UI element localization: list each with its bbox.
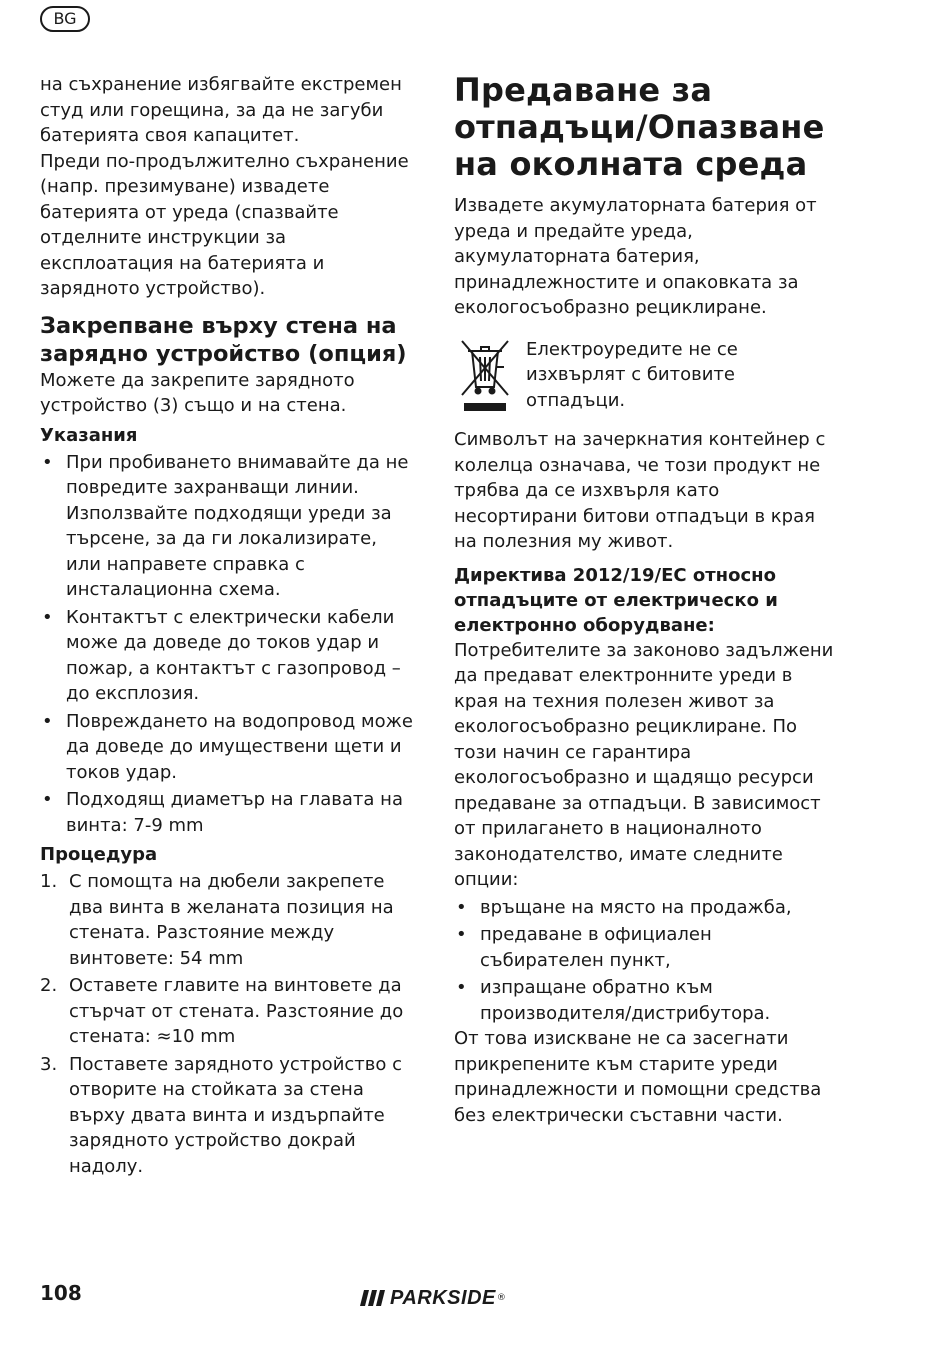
step-number: 2.	[40, 975, 58, 996]
list-item: • предаване в официален събирателен пункт,	[454, 922, 834, 973]
list-item: • изпращане обратно към производителя/дистрибутора.	[454, 975, 834, 1026]
logo-stripes-icon	[360, 1290, 386, 1306]
page-number: 108	[40, 1281, 82, 1305]
procedure-heading: Процедура	[40, 844, 158, 865]
step-text: С помощта на дюбели закрепете два винта в желаната позиция на стената. Разстояние между винтовете: 54 mm	[69, 871, 394, 969]
step-text: Поставете зарядното устройство с отворите на стойката за стена върху двата винта и издърпайте зарядното устройство докрай надолу.	[69, 1053, 403, 1177]
bin-symbol-paragraph: Символът на зачеркнатия контейнер с колелца означава, че този продукт не трябва да се изхвърля като несортирани битови отпадъци в края на полезния му живот.	[454, 429, 826, 552]
left-column	[40, 72, 415, 1179]
storage-paragraph: на съхранение избягвайте екстремен студ или горещина, за да не загуби батерията своя капацитет.	[40, 74, 402, 146]
disposal-intro: Извадете акумулаторната батерия от уреда и предайте уреда, акумулаторната батерия, принадлежностите и опаковката за екологосъобразно рециклиране.	[454, 195, 817, 318]
list-item: • връщане на място на продажба,	[454, 895, 834, 921]
list-item	[40, 1052, 415, 1180]
wall-mount-heading: Закрепване върху стена на зарядно устройство (опция)	[40, 312, 407, 367]
weee-text: Електроуредите не се изхвърлят с битовите отпадъци.	[526, 338, 738, 411]
language-badge: BG	[40, 6, 90, 32]
exemption-paragraph: От това изискване не са засегнати прикрепените към старите уреди принадлежности и помощни средства без електрически съставни части.	[454, 1028, 822, 1126]
step-text: Оставете главите на винтовете да стърчат от стената. Разстояние до стената: ≈10 mm	[69, 975, 404, 1047]
directive-heading: Директива 2012/19/EC относно отпадъците от електрическо и електронно оборудване:	[454, 564, 778, 636]
registered-mark: ®	[496, 1293, 506, 1303]
list-item: • Контактът с електрически кабели може да доведе до токов удар и пожар, а контактът с газопровод – до експлозия.	[40, 605, 415, 707]
brand-logo	[360, 1286, 506, 1310]
procedure-steps	[40, 869, 415, 1179]
list-item: • При пробиването внимавайте да не повредите захранващи линии. Използвайте подходящи уреди за търсене, за да ги локализирате, или направете справка с инсталационна схема.	[40, 450, 415, 603]
step-number: 3.	[40, 1053, 58, 1075]
list-item: • Подходящ диаметър на главата на винта: 7-9 mm	[40, 787, 415, 838]
options-list	[454, 895, 834, 1027]
directive-paragraph: Потребителите за законово задължени да предават електронните уреди в края на техния полезен живот за екологосъобразно рециклиране. По този начин се гарантира екологосъобразно и щадящо ресурси предаване за отпадъци. В зависимост от прилагането в националното законодателство, имате следните опции:	[454, 639, 834, 890]
right-column	[454, 72, 834, 1128]
wall-mount-intro: Можете да закрепите зарядното устройство (3) също и на стена.	[40, 369, 355, 416]
list-item	[40, 973, 415, 1050]
list-item: • Повреждането на водопровод може да доведе до имуществени щети и токов удар.	[40, 709, 415, 786]
notes-heading: Указания	[40, 424, 138, 446]
step-number: 1.	[40, 871, 58, 892]
crossed-out-bin-icon	[454, 337, 516, 413]
notes-list	[40, 450, 415, 839]
brand-name: PARKSIDE	[390, 1286, 496, 1309]
list-item	[40, 869, 415, 971]
disposal-title: Предаване за отпадъци/Опазване на околната среда	[454, 71, 825, 183]
weee-notice	[454, 337, 834, 414]
long-storage-paragraph: Преди по-продължително съхранение (напр. презимуване) извадете батерията от уреда (спазвайте отделните инструкции за експлоатация на батерията и зарядното устройство).	[40, 150, 409, 299]
